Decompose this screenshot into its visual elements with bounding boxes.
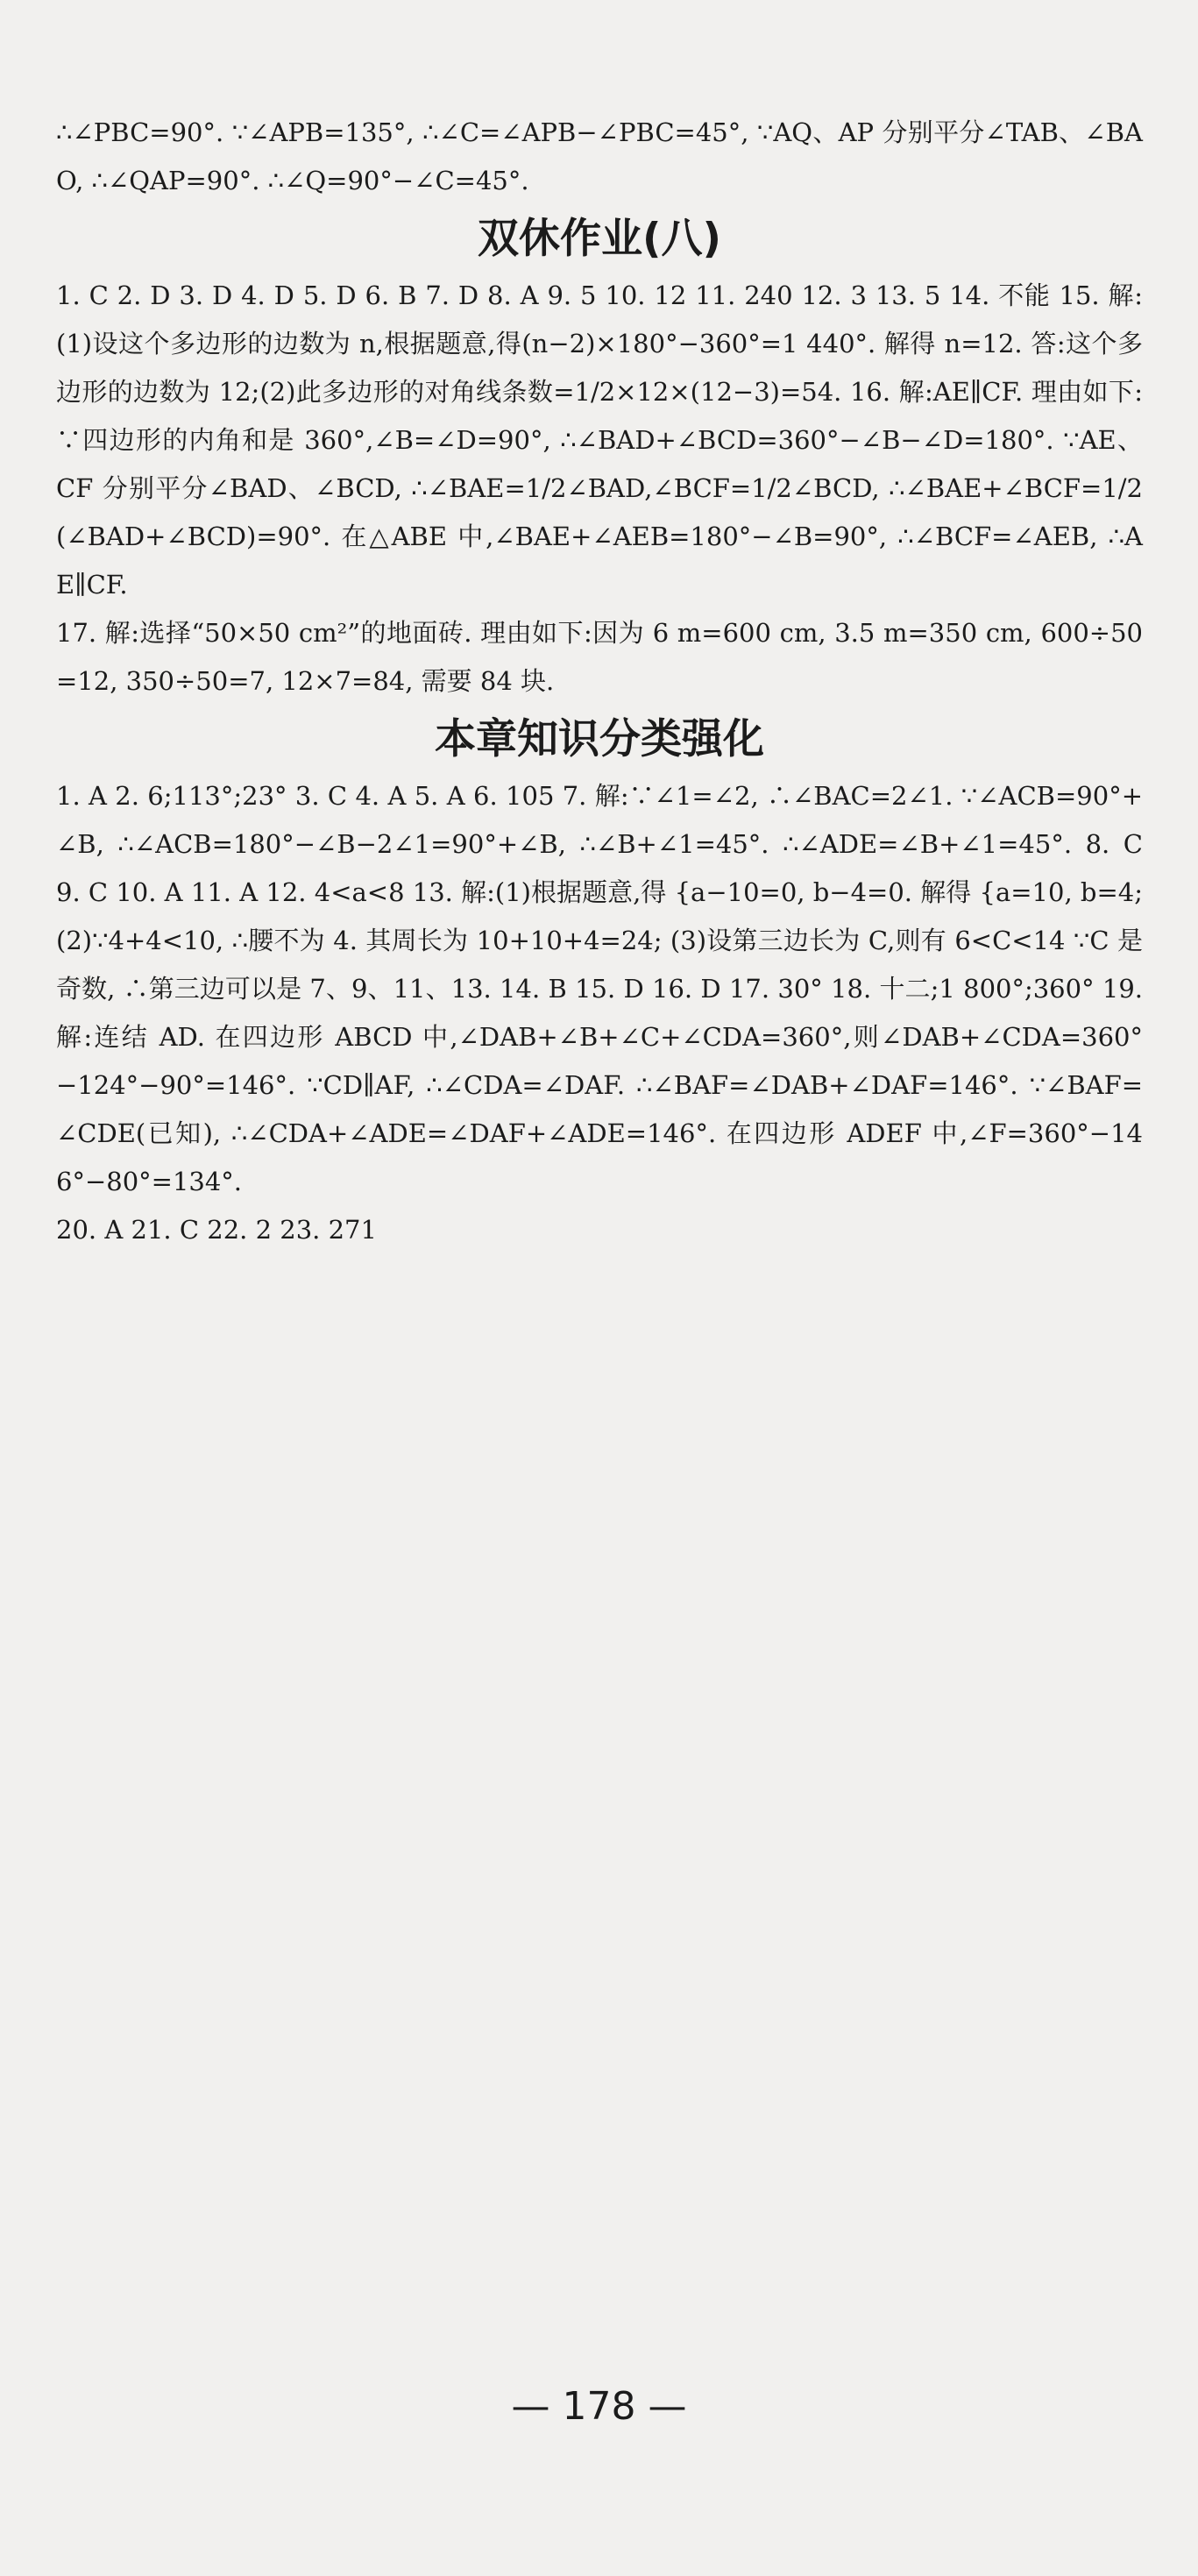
section-body: 1. A 2. 6;113°;23° 3. C 4. A 5. A 6. 105 7. 解:∵∠1=∠2, ∴∠BAC=2∠1. ∵∠ACB=90°+∠B, ∴∠ACB=180°−∠B−2∠1=90°+∠B, ∴∠B+∠1=45°. ∴∠ADE=∠B+∠1=45°. 8. C 9. C 10. A 11. A 12. 4<a<8 13. 解:(1)根据题意,得 {a−10=0, b−4=0. 解得 {a=10, b=4; (2)∵4+4<10, ∴腰不为 4. 其周长为 10+10+4=24; (3)设第三边长为 C,则有 6<C<14 ∵C 是奇数, ∴第三边可以是 7、9、11、13. 14. B 15. D 16. D 17. 30° 18. 十二;1 800°;360° 19. 解:连结 AD. 在四边形 ABCD 中,∠DAB+∠B+∠C+∠CDA=360°,则∠DAB+∠CDA=360°−124°−90°=146°. ∵CD∥AF, ∴∠CDA=∠DAF. ∴∠BAF=∠DAB+∠DAF=146°. ∵∠BAF=∠CDE(已知), ∴∠CDA+∠ADE=∠DAF+∠ADE=146°. 在四边形 ADEF 中,∠F=360°−146°−80°=134°. xyxy=(56,781,1143,1196)
section-body-continued: 17. 解:选择“50×50 cm²”的地面砖. 理由如下:因为 6 m=600 cm, 3.5 m=350 cm, 600÷50=12, 350÷50=7, 12×7=84, 需要 84 块. xyxy=(56,618,1143,696)
section-title-weekend-homework: 双休作业(八) xyxy=(478,215,721,263)
section-body: 1. C 2. D 3. D 4. D 5. D 6. B 7. D 8. A 9. 5 10. 12 11. 240 12. 3 13. 5 14. 不能 15. 解:(1)设这个多边形的边数为 n,根据题意,得(n−2)×180°−360°=1 440°. 解得 n=12. 答:这个多边形的边数为 12;(2)此多边形的对角线条数=1/2×12×(12−3)=54. 16. 解:AE∥CF. 理由如下:∵四边形的内角和是 360°,∠B=∠D=90°, ∴∠BAD+∠BCD=360°−∠B−∠D=180°. ∵AE、CF 分别平分∠BAD、∠BCD, ∴∠BAE=1/2∠BAD,∠BCF=1/2∠BCD, ∴∠BAE+∠BCF=1/2(∠BAD+∠BCD)=90°. 在△ABE 中,∠BAE+∠AEB=180°−∠B=90°, ∴∠BCF=∠AEB, ∴AE∥CF. xyxy=(56,280,1143,600)
page-content xyxy=(56,109,1143,1258)
carryover-text: ∴∠PBC=90°. ∵∠APB=135°, ∴∠C=∠APB−∠PBC=45°, ∵AQ、AP 分别平分∠TAB、∠BAO, ∴∠QAP=90°. ∴∠Q=90°−∠C=45°. xyxy=(56,117,1143,195)
section-body-continued: 20. A 21. C 22. 2 23. 271 xyxy=(56,1215,377,1245)
page-number: — 178 — xyxy=(511,2384,687,2429)
section-title-chapter-review: 本章知识分类强化 xyxy=(435,715,764,763)
